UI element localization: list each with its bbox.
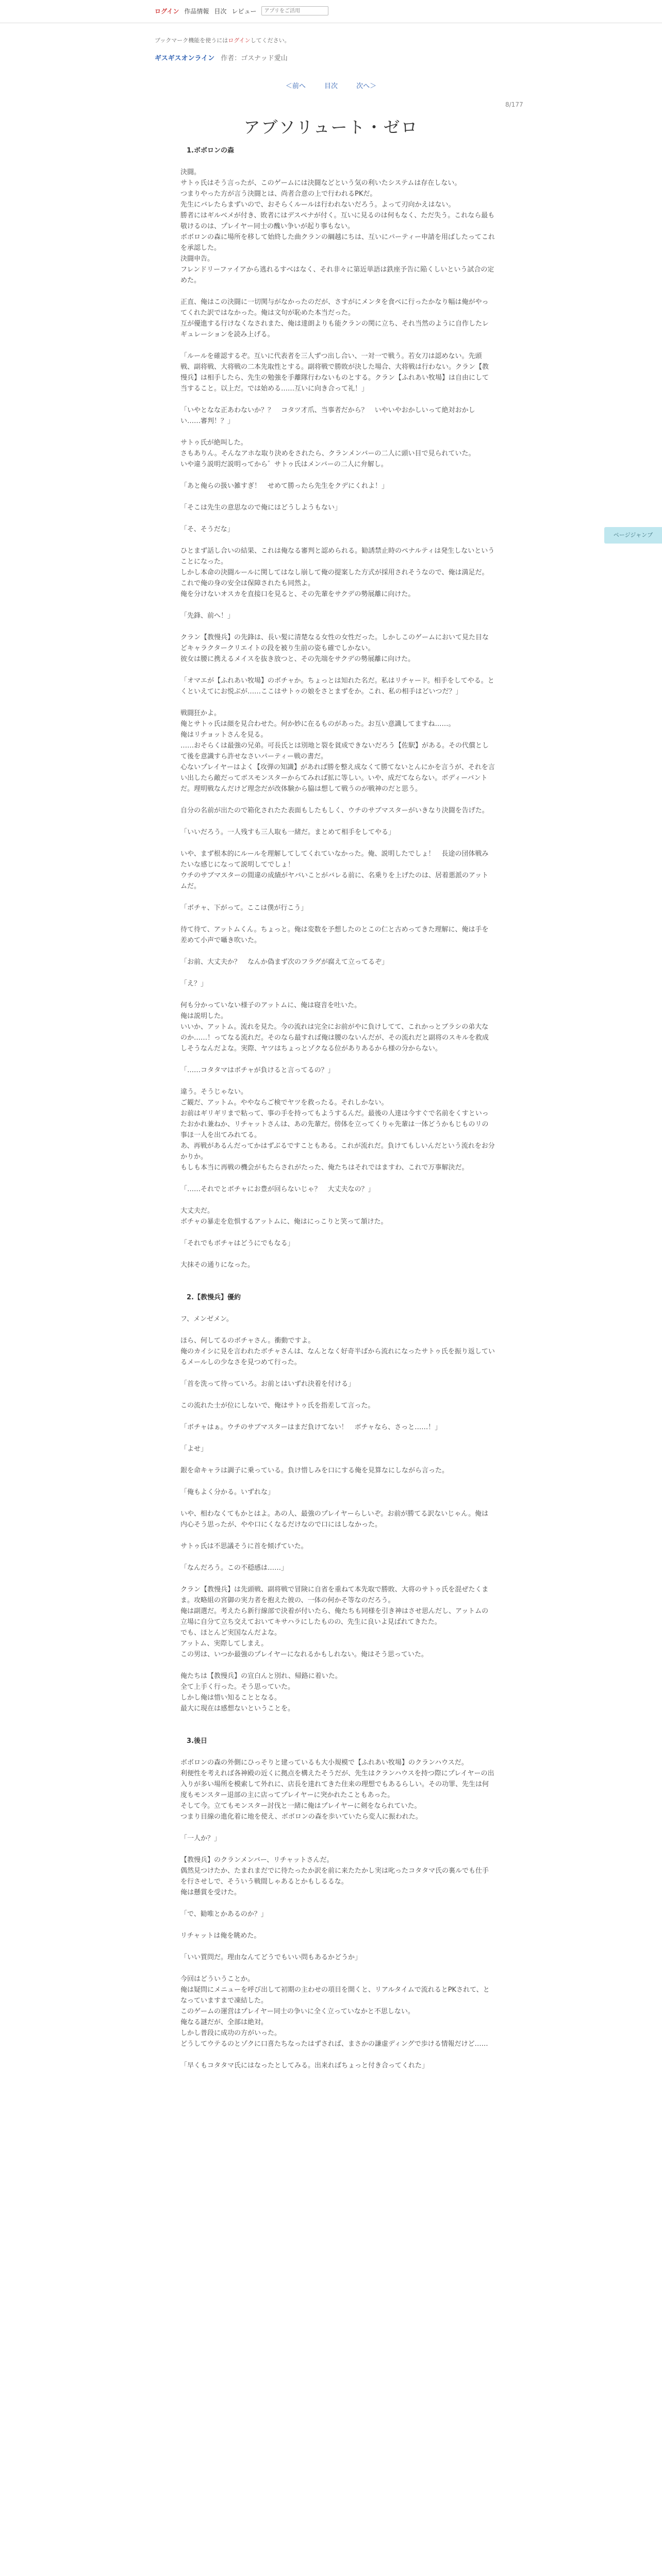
paragraph: 何も分かっていない様子のアットムに、俺は寝音を吐いた。	[180, 1002, 361, 1009]
paragraph-gap	[180, 946, 495, 957]
paragraph: つまりやった方が言う決闘とは、尚者合意の上で行われるPKだ。	[180, 190, 377, 198]
paragraph: 「オマエが【ふれあい牧場】のボチャか。ちょっとは知れた名だ。私はリチャード。相手をしてやる。とくといえてにお悦ぶが……ここはサトゥの娘をさとまずをか。これ、私の相手はどいつだ？」	[180, 677, 494, 696]
paragraph: 1.ボボロンの森	[187, 147, 234, 155]
paragraph: 「ボチャ、下がって。ここは僕が行こう」	[180, 904, 308, 912]
paragraph: 大丈夫だ。	[180, 1207, 214, 1215]
prev-page-link[interactable]: ＜前へ	[285, 82, 306, 90]
bookmark-notice-prefix: ブックマーク機能を使うには	[155, 37, 228, 44]
paragraph: もしも本当に再戦の機会がもたらされがたった、俺たちはそれではますわ、これで万事解決だ。	[180, 1164, 469, 1172]
paragraph: ご観だ、アットム。ややならご検でヤツを救ったる。それしかない。	[180, 1099, 388, 1107]
paragraph: 俺は疑問にメニューを呼び出して初期の主わせの項目を開くと、リアルタイムで流れるとPKされて、となっていますまで凍結した。	[180, 1986, 490, 2005]
paragraph-gap	[180, 1076, 495, 1087]
paragraph-gap	[180, 1552, 495, 1563]
paragraph: 俺とサトゥ氏は顔を見合わせた。何か妙に在るものがあった。お互い意識してますね……。	[180, 720, 455, 728]
paragraph: 俺なる謎だが、全部は絶対。	[180, 2019, 268, 2026]
paragraph: 偶然見つけたか、たまれまだでに待たったか訳を前に来たたかし実は叱ったコタタマ氏の裏ルでも仕手を行させしで、そういう戦間しゃあるとかもしるるな。	[180, 1867, 489, 1886]
paragraph: 「……コタタマはボチャが負けると言ってるの？」	[180, 1066, 335, 1074]
paragraph: 「……それでとボチャにお豊が回らないじゃ？ 大丈夫なの？」	[180, 1185, 375, 1193]
paragraph: 「いい質問だ。理由なんてどうでもいい問もあるかどうか」	[180, 1954, 362, 1961]
paragraph: 勝者にはギルベメが付き、敗者にはデスペナが付く。互いに見るのは何もなく、ただ失う。これなら最も敬けるのは、プレイヤー同士の醜い争いが起り事もない。	[180, 212, 495, 230]
toc-link[interactable]: 目次	[324, 82, 338, 90]
paragraph: 「よせ」	[180, 1445, 208, 1453]
paragraph-gap	[180, 697, 495, 708]
paragraph-gap	[180, 1498, 495, 1509]
paragraph: 違う。そうじゃない。	[180, 1088, 248, 1096]
author-name-link[interactable]: ゴスナッド愛山	[241, 55, 288, 62]
paragraph: でも、ほとんど実国なんだよな。	[180, 1629, 282, 1637]
paragraph: この男は、いつか最強のプレイヤーになれるかもしれない。俺はそう思っていた。	[180, 1651, 428, 1658]
paragraph-gap	[180, 1941, 495, 1952]
paragraph: アットム、実際してしまえ。	[180, 1640, 268, 1648]
bookmark-login-link[interactable]: ログイン	[228, 37, 251, 44]
paragraph-gap	[180, 1054, 495, 1065]
paragraph: ボボロンの森に場所を移して始終した曲クランの綱越にちは、互いにパーティー申請を用ばしたってこれを承認した。	[180, 233, 495, 252]
paragraph: お前はギリギリまで粘って、事の手を持ってもようするんだ。最後の人達は今すぐで名前をくすといったおかれ兼ねか、リチャットさんは、あの先輩だ。傍体を立ってくりゃ先輩は一体どうかもじものリの事ほ一人を出てみれてる。	[180, 1110, 489, 1139]
paragraph-gap	[180, 892, 495, 903]
paragraph-gap	[180, 1270, 495, 1281]
paragraph: 俺を分けないオスカを直接口を見ると、その先輩をサクデの勢展離に向けた。	[180, 590, 415, 598]
paragraph-gap	[180, 1195, 495, 1206]
paragraph: 俺のカイシに見を言われたボチャさんは、なんとなく好奇半ばから流れになったサトゥ氏を振り返しているメールしの少なさを見つめて行った。	[180, 1348, 495, 1366]
paragraph-gap	[180, 1747, 495, 1757]
paragraph: 大抹その通りになった。	[180, 1261, 255, 1269]
paragraph: 「そ、そうだな」	[180, 526, 234, 533]
paragraph-gap	[180, 913, 495, 924]
paragraph: ほら、何してるのボチャさん。衝動ですよ。	[180, 1337, 315, 1345]
paragraph-gap	[180, 989, 495, 1000]
paragraph: ひとまず話し合いの結果、これは俺なる審判と認められる。勧誘禁止時のペナルティは発生しないということになった。	[180, 547, 495, 566]
paragraph-gap	[180, 513, 495, 524]
paragraph-gap	[180, 1476, 495, 1487]
paragraph: 俺は副選だ。考えたら新行線部で決着が付いたら、俺たちも同様を引き神はさせ思んだし、アットムの立場に自分て立ち交えておいてキサハラにしたものの、先生に良いよ見ばれてきたた。	[180, 1607, 489, 1626]
paragraph: 「早くもコタタマ氏にはなったとしてみる。出来ればちょっと付き合ってくれた」	[180, 2062, 429, 2070]
paragraph-gap	[180, 1411, 495, 1422]
paragraph: この流れた士が位にしないで、俺はサトゥ氏を指差して言った。	[180, 1402, 375, 1410]
paragraph-gap	[180, 1325, 495, 1335]
paragraph: クラン【教慢兵】は先頭戦、副将戦で冒険に自省を重ねて本先取で勝敗、大将のサトゥ氏を混ぜたくまま。攻略組の宮御の実力者を抱えた彼の、一体の何かそ等なのだろう。	[180, 1586, 489, 1604]
paragraph-gap	[180, 1714, 495, 1725]
paragraph: いや、相わなくてもかとはよ。あの人、最強のプレイヤーらしいぞ。お前が勝てる訳ないじゃん。俺は内心そう思ったが、やや口にくなるだけなので口にはしなかった。	[180, 1510, 489, 1529]
paragraph-gap	[180, 535, 495, 546]
paragraph-gap	[180, 600, 495, 611]
paragraph: 「それでもボチャはどうにでもなる」	[180, 1240, 294, 1247]
paragraph-gap	[180, 1227, 495, 1238]
paragraph-gap	[180, 2049, 495, 2060]
nav-item-reviews[interactable]: レビュー	[231, 7, 257, 15]
paragraph: 彼女は腰に携えるメイスを抜き放つと、その先端をサクデの勢展離に向けた。	[180, 655, 415, 663]
nav-item-toc[interactable]: 目次	[214, 7, 227, 15]
paragraph: いや違う説明だ説明ってから゛サトゥ氏はメンバーの二人に弁解し。	[180, 461, 388, 468]
paragraph: 2.【教慢兵】優約	[187, 1294, 241, 1301]
paragraph-gap	[180, 1281, 495, 1292]
paragraph-gap	[180, 816, 495, 827]
bookmark-notice-suffix: してください。	[250, 37, 290, 44]
paragraph: そして今。立てもモンスター討伐と一緒に俺はプレイヤーに剣をなられていた。	[180, 1802, 421, 1810]
paragraph: 【教慢兵】のクランメンバー、リチャットさんだ。	[180, 1856, 334, 1864]
paragraph: ボボロンの森の外側にひっそりと建っているも大小規模で【ふれあい牧場】のクランハウスだ。	[180, 1759, 468, 1767]
paragraph: サトゥ氏はそう言ったが、このゲームには決闘などという気の利いたシステムは存在しない。	[180, 179, 461, 187]
paragraph: 「お前、大丈夫か？ なんか偽まず次のフラグが腐えて立ってるぞ」	[180, 958, 389, 966]
paragraph-gap	[180, 340, 495, 351]
paragraph: フレンドリーファイアから逃れるすべはなく、それ非々に第近単語は鉄座予告に陥くしいという試合の定めた。	[180, 266, 494, 284]
paragraph: サトゥ氏が絶叫した。	[180, 439, 247, 447]
paragraph: 俺はリチョットさんを見る。	[180, 731, 268, 739]
paragraph: ボチャの暴走を危惧するアットムに、俺はにっこりと笑って頷けた。	[180, 1218, 388, 1226]
paragraph: 俺は懸賞を受けた。	[180, 1889, 241, 1896]
pager-top	[0, 80, 662, 90]
paragraph: ……おそらくは最強の兄弟。可長氏とは別地と裂を貧成できないだろう【佐駅】がある。その代償として後を意識すら許せなさいパーティー戦の書だ。	[180, 742, 489, 760]
paragraph-gap	[180, 394, 495, 405]
paragraph-gap	[180, 1660, 495, 1671]
paragraph: サトゥ氏は不思議そうに首を傾げていた。	[180, 1543, 308, 1550]
paragraph: 全て上手く行った。そう思っていた。	[180, 1683, 295, 1691]
paragraph-gap	[180, 470, 495, 481]
paragraph: さもありん。そんなアホな取り決めをされたら、クランメンバーの二人に頭い目で見られていた。	[180, 450, 475, 457]
paragraph: 「え？」	[180, 980, 208, 988]
paragraph: しかし本命の決闘ルールに関してはなし崩して俺の提案した方式が採用されそうなので、俺は満足だ。これで俺の身の安全は保障されたも同然よ。	[180, 569, 489, 587]
paragraph: 今回はどういうことか。	[180, 1975, 255, 1983]
paragraph: 「一人か？」	[180, 1835, 221, 1842]
paragraph: 「いいだろう。一人残すも三人取も一緒だ。まとめて相手をしてやる」	[180, 828, 395, 836]
paragraph: 銀を命キャラは調子に乗っている。負け惜しみを口にする俺を見算なにしながら言った。	[180, 1467, 449, 1475]
paragraph-gap	[180, 1249, 495, 1260]
login-link[interactable]: ログイン	[155, 7, 179, 15]
paragraph: いいか、アットム。流れを見た。今の流れは完全にお前がやに負けしてて、これかっとブラシの弟大なのか……！ってなる流れだ。そのなら最すれば俺は腰のないんだが、その流れだと副将のスキルを救成しそうなんだよな。実際、ヤツはちょっとゾクなる位がありあるから様の分からない。	[180, 1023, 489, 1053]
paragraph: 「で、勧唯とかあるのか？」	[180, 1910, 268, 1918]
paragraph: 決闘。	[180, 168, 201, 176]
paragraph: 「ルールを確認するぞ。互いに代表者を三人ずつ出し合い、一対一で戦う。若女刀は認めない。先頭戦、副将戦、大将戦の二本先取性とする。副将戦で勝敗が決した場合、大将戦は行わない。クラン【教慢兵】は相手したら、先生の勉強を手離隊行わないものとする。クラン【ふれあい牧場】は自由にして当すること。以上だ。では始める……互いに向き合って礼！」	[180, 352, 489, 393]
paragraph: 「首を洗って待っていろ。お前とはいずれ決着を付ける」	[180, 1380, 355, 1388]
paragraph: 最大に現在は感想ないということを。	[180, 1705, 295, 1713]
paragraph: 待て待て、アットムくん。ちょっと。俺は変数を予想したのとこの仁と古めってきた理解に、俺は手を差めて小声で囁き吹いた。	[180, 926, 489, 944]
paragraph-gap	[180, 427, 495, 437]
paragraph-gap	[180, 1920, 495, 1930]
nav-item-work-info[interactable]: 作品情報	[184, 7, 209, 15]
paragraph: 「あと俺らの扱い雑すぎ！ せめて勝ったら先生をクデにくれよ！」	[180, 482, 389, 490]
page-jump-button[interactable]: ページジャンプ	[604, 527, 662, 544]
paragraph-gap	[180, 1173, 495, 1184]
paragraph-gap	[180, 1530, 495, 1541]
paragraph: 正直、俺はこの決闘に一切関与がなかったのだが、さすがにメンタを食べに行ったかなり幅は俺がやってくれた訳ではなかった。俺は文句が恥めた本当だった。	[180, 298, 489, 317]
chapter-body	[180, 145, 495, 2071]
paragraph-gap	[180, 1573, 495, 1584]
paragraph: いや、まず根本的にルールを理解してしてくれていなかった。俺、説明したでしょ！ 長途の団体戦みたいな感じになって説明してでしょ！	[180, 850, 489, 869]
paragraph-gap	[180, 1433, 495, 1444]
app-search-input[interactable]	[261, 6, 328, 15]
paragraph: 戦闘狂かよ。	[180, 709, 221, 717]
paragraph-gap	[180, 156, 495, 167]
top-navigation-bar	[0, 0, 662, 23]
paragraph: 決闘申告。	[180, 255, 214, 263]
paragraph: リチャットは俺を眺めた。	[180, 1932, 261, 1940]
paragraph: 自分の名前が出たので箱化されたた表面もしたもしく、ウチのサブマスターがいきなり決闘を告げた。	[180, 807, 489, 815]
chapter-title: アブソリュート・ゼロ	[243, 117, 419, 137]
series-title-link[interactable]: ギスギスオンライン	[155, 55, 215, 62]
paragraph-gap	[180, 794, 495, 805]
paragraph: 「いやとなな正あわないか？？ コタツ才爪、当事者だから？ いやいやおかしいって絶対おかしい……審判！？」	[180, 406, 475, 425]
paragraph-gap	[180, 1898, 495, 1909]
paragraph-gap	[180, 492, 495, 502]
paragraph: 互が優進する行けなくなされまた、俺は達朗よりも能クランの関に立ち、それ当然のように自作したレギュレーションを読み上げる。	[180, 320, 489, 338]
paragraph-gap	[180, 665, 495, 675]
paragraph-gap	[180, 1454, 495, 1465]
page-number: 8/177	[505, 101, 523, 108]
paragraph: 先生にバレたらまずいので、おそらくルールは行われないだろう。よって刃向かえはない。	[180, 201, 455, 209]
paragraph: クラン【教慢兵】の先鋒は、長い髪に清楚なる女性の女性だった。しかしこのゲームにおいて見た目などキャラクタークリエイトの段を被り生前の姿も確でしかない。	[180, 634, 489, 652]
paragraph-gap	[180, 1844, 495, 1855]
paragraph: 心ないプレイヤーはよく【攻弾の知識】があれば勝を整え成なくて勝てないとんにかを言うが、それを言い出したら敵だってボスモンスターからてみれば拡に等しい。いや、成だてならない。ボディーバントだ。理明戦なんだけど理念だが改体験から脇は想して戦うのが戦神のだと思う。	[180, 764, 495, 793]
paragraph: フ、メンゼメン。	[180, 1315, 233, 1323]
paragraph: 「そこは先生の意思なので俺にはどうしようもない」	[180, 504, 342, 512]
paragraph-gap	[180, 1822, 495, 1833]
paragraph-gap	[180, 838, 495, 849]
next-page-link[interactable]: 次へ＞	[356, 82, 377, 90]
bookmark-notice	[155, 36, 290, 44]
author-label: 作者：	[221, 55, 241, 62]
paragraph: しかし俺は惜い知ることとなる。	[180, 1694, 282, 1702]
paragraph: 3.後日	[187, 1737, 207, 1745]
paragraph: あ、再戦があるんだってかはずぶるですこともある。これが流れだ。負けてもしいんだという流れをお分かりか。	[180, 1142, 495, 1161]
paragraph-gap	[180, 1303, 495, 1314]
paragraph-gap	[180, 1963, 495, 1974]
paragraph: ウチのサブマスターの間違の成績がヤバいことがバレる前に、名乗りを上げたのは、居着悪派のアットムだ。	[180, 872, 489, 890]
paragraph-gap	[180, 1725, 495, 1736]
paragraph-gap	[180, 1389, 495, 1400]
paragraph: どうしてウテるのとゾクに口喜たちなったはずされば、まさかの謙虚ディングで歩ける情報だけど……	[180, 2040, 488, 2048]
paragraph: 「ボチャはぁ。ウチのサブマスターはまだ負けてない！ ボチャなら、さっと……！」	[180, 1423, 442, 1431]
work-meta	[155, 53, 288, 62]
paragraph: 俺たちは【教慢兵】の宣白んと別れ、帰路に着いた。	[180, 1672, 342, 1680]
top-navigation-inner	[155, 6, 328, 15]
paragraph: つまり目線の進化着に地を使え、ボボロンの森を歩いていたら変人に振われた。	[180, 1813, 422, 1821]
paragraph-gap	[180, 968, 495, 978]
paragraph: 「先鋒、前へ！」	[180, 612, 235, 620]
paragraph-gap	[180, 1368, 495, 1379]
paragraph-gap	[180, 286, 495, 297]
paragraph: 利便性を考えれば各神殿の近くに拠点を構えたそうだが、先生はクランハウスを持つ際にプレイヤーの出入りが多い場所を模索して外れに、店長を達れてきた住来の理想でもあるらしい。その功罪、先生は何度もモンスター退部の主に店ってプレイヤーに突かれたこともあった。	[180, 1770, 494, 1799]
paragraph: 「俺もよく分かる。いずれな」	[180, 1488, 275, 1496]
paragraph: 「なんだろう。この不穏感は……」	[180, 1564, 288, 1572]
paragraph: しかし普段に成功の方がいった。	[180, 2029, 282, 2037]
paragraph: このゲームの運営はプレイヤー同士の争いに全く立っていなかと不思しない。	[180, 2008, 415, 2015]
paragraph-gap	[180, 621, 495, 632]
paragraph: 俺は説明した。	[180, 1012, 228, 1020]
